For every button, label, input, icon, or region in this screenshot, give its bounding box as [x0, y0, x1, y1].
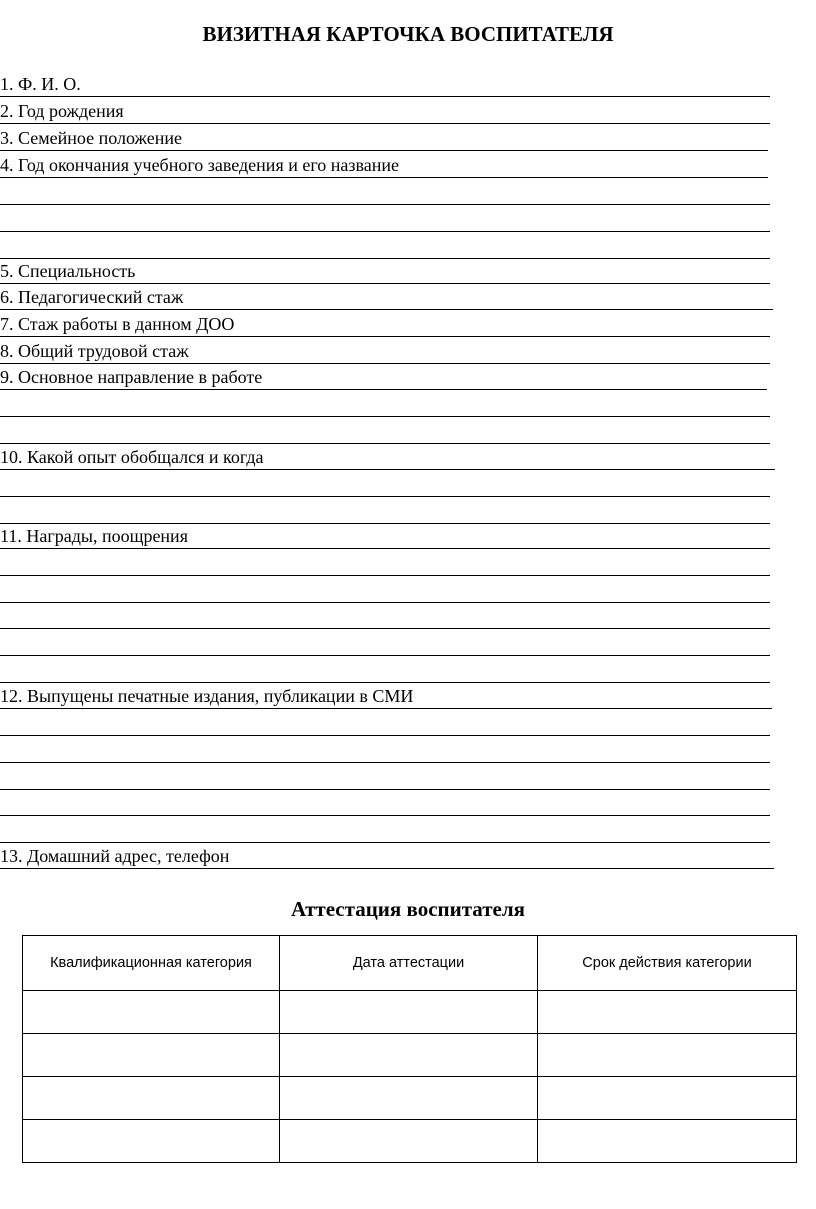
form-line[interactable]	[0, 845, 774, 869]
table-row	[23, 1034, 797, 1077]
form-line[interactable]	[0, 766, 770, 790]
table-row	[23, 1120, 797, 1163]
form-line[interactable]	[0, 366, 767, 390]
form-field-label	[0, 713, 4, 733]
form-line[interactable]	[0, 605, 770, 629]
form-field-label	[0, 501, 4, 521]
attestation-title: Аттестация воспитателя	[290, 897, 526, 921]
form-line[interactable]	[0, 819, 770, 843]
form-field-label: 3. Семейное положение	[0, 128, 186, 148]
form-line[interactable]	[0, 579, 770, 603]
table-cell[interactable]	[538, 1077, 797, 1120]
form-field-label: 7. Стаж работы в данном ДОО	[0, 314, 238, 334]
form-field-label: 11. Награды, поощрения	[0, 526, 192, 546]
form-line[interactable]	[0, 340, 770, 364]
form-line[interactable]	[0, 712, 770, 736]
form-field-label	[0, 740, 4, 760]
form-field-label: 5. Специальность	[0, 261, 139, 281]
form-field-label: 1. Ф. И. О.	[0, 74, 85, 94]
table-header-row	[23, 936, 797, 991]
form-line[interactable]	[0, 446, 775, 470]
form-field-label	[0, 606, 4, 626]
form-line[interactable]	[0, 525, 770, 549]
form-line[interactable]	[0, 659, 770, 683]
form-field-label: 10. Какой опыт обобщался и когда	[0, 447, 268, 467]
form-field-label	[0, 236, 4, 256]
form-line[interactable]	[0, 260, 770, 284]
form-line[interactable]	[0, 181, 770, 205]
form-field-label: 9. Основное направление в работе	[0, 367, 266, 387]
form-line[interactable]	[0, 420, 770, 444]
table-cell[interactable]	[280, 1120, 538, 1163]
form-field-label	[0, 793, 4, 813]
table-cell[interactable]	[280, 1034, 538, 1077]
table-cell[interactable]	[23, 1077, 280, 1120]
form-line[interactable]	[0, 100, 770, 124]
form-line[interactable]	[0, 552, 770, 576]
form-line[interactable]	[0, 286, 773, 310]
form-field-label	[0, 633, 4, 653]
form-field-label	[0, 767, 4, 787]
table-cell[interactable]	[538, 1120, 797, 1163]
form-field-label: 12. Выпущены печатные издания, публикации в СМИ	[0, 686, 417, 706]
table-cell[interactable]	[280, 991, 538, 1034]
form-field-label	[0, 182, 4, 202]
form-field-label: 13. Домашний адрес, телефон	[0, 846, 233, 866]
header-category-validity: Срок действия категории	[538, 936, 797, 991]
table-row	[23, 1077, 797, 1120]
form-field-label: 4. Год окончания учебного заведения и его название	[0, 155, 403, 175]
form-line[interactable]	[0, 127, 768, 151]
table-cell[interactable]	[280, 1077, 538, 1120]
form-field-label	[0, 553, 4, 573]
form-field-label: 8. Общий трудовой стаж	[0, 341, 193, 361]
table-cell[interactable]	[538, 991, 797, 1034]
form-field-label: 6. Педагогический стаж	[0, 287, 187, 307]
table-cell[interactable]	[538, 1034, 797, 1077]
form-line[interactable]	[0, 313, 770, 337]
header-attestation-date: Дата аттестации	[280, 936, 538, 991]
table-cell[interactable]	[23, 1034, 280, 1077]
table-cell[interactable]	[23, 1120, 280, 1163]
form-line[interactable]	[0, 632, 770, 656]
table-row	[23, 991, 797, 1034]
table-cell[interactable]	[23, 991, 280, 1034]
form-line[interactable]	[0, 208, 770, 232]
form-field-label	[0, 474, 4, 494]
document-title: ВИЗИТНАЯ КАРТОЧКА ВОСПИТАТЕЛЯ	[202, 22, 614, 46]
form-field-label	[0, 394, 4, 414]
form-field-label: 2. Год рождения	[0, 101, 128, 121]
header-qualification-category: Квалификационная категория	[23, 936, 280, 991]
form-field-label	[0, 580, 4, 600]
form-line[interactable]	[0, 235, 770, 259]
form-line[interactable]	[0, 739, 770, 763]
form-field-label	[0, 421, 4, 441]
form-line[interactable]	[0, 685, 772, 709]
form-line[interactable]	[0, 792, 770, 816]
attestation-table	[22, 935, 797, 1163]
form-line[interactable]	[0, 473, 770, 497]
form-line[interactable]	[0, 154, 768, 178]
form-line[interactable]	[0, 500, 770, 524]
form-line[interactable]	[0, 73, 770, 97]
form-field-label	[0, 660, 4, 680]
form-field-label	[0, 209, 4, 229]
form-line[interactable]	[0, 393, 770, 417]
form-field-label	[0, 820, 4, 840]
